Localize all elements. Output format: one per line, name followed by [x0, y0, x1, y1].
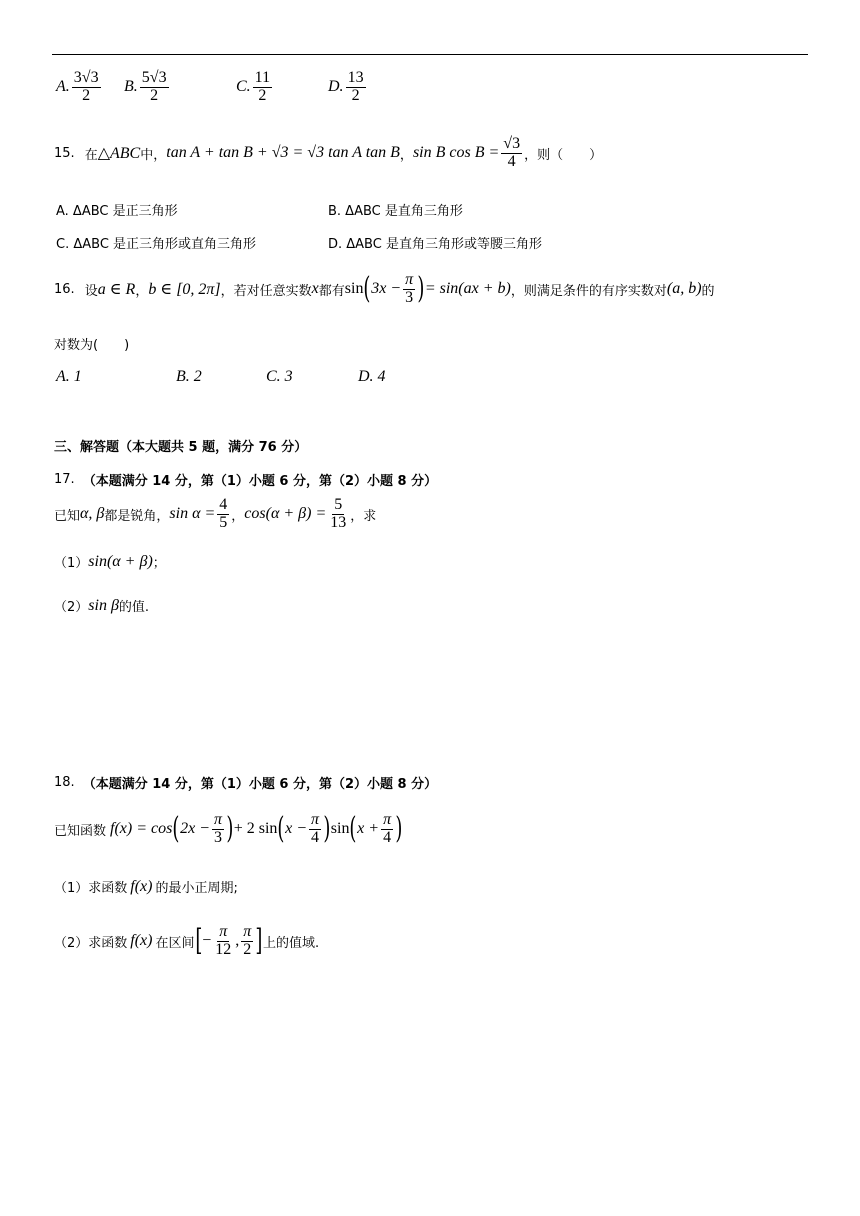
- q15-option-d: D. ΔABC 是直角三角形或等腰三角形: [328, 237, 542, 252]
- header-rule: [52, 54, 808, 55]
- section-heading: 三、解答题（本大题共 5 题，满分 76 分）: [54, 440, 308, 455]
- q16-stem: 16. 设 a ∈ R ， b ∈ [0, 2π] ，若对任意实数 x 都有 sin ( 3x − $\frac{\pi}{3}$ ) = sin(ax + b) ，则满足条件的有序实数对 (a, b) 的: [54, 271, 715, 307]
- q17-given: 已知 α, β 都是锐角， sin α = $\frac{4}{5}$ ， cos(α + β) = $\frac{5}{13}$ ，求: [54, 496, 377, 531]
- q17-header: 17. （本题满分 14 分，第（1）小题 6 分，第（2）小题 8 分）: [54, 472, 438, 489]
- q17-part1: （1） sin(α + β) ；: [54, 552, 166, 571]
- q16-stem-line2: 对数为( ): [54, 338, 130, 353]
- q18-given: 已知函数 f(x) = cos ( 2x − $\frac{\pi}{3}$ ) + 2 sin ( x − $\frac{\pi}{4}$ ) sin ( x + $\frac{\pi}{4}$ ): [54, 811, 403, 847]
- q15-option-c: C. ΔABC 是正三角形或直角三角形: [56, 237, 257, 252]
- q17-part2: （2） sin β 的值.: [54, 596, 150, 615]
- q16-option-a: A. 1: [56, 368, 82, 385]
- q18-part1: （1）求函数 f(x) 的最小正周期;: [54, 877, 238, 896]
- q15-option-b: B. ΔABC 是直角三角形: [328, 204, 463, 219]
- q14-option-c: C. $\frac{11}{2}$: [236, 69, 271, 104]
- q18-part2: （2）求函数 f(x) 在区间 [ − $\frac{\pi}{12}$ , $\frac{\pi}{2}$ ] 上的值域.: [54, 923, 320, 959]
- q16-option-b: B. 2: [176, 368, 202, 385]
- q15-stem: 15. 在 △ABC 中， tan A + tan B + √3 = √3 tan A tan B ， sin B cos B = $\frac{√3}{4}$ ，则（ ）: [54, 135, 603, 170]
- q16-option-d: D. 4: [358, 368, 386, 385]
- q14-option-a: A. $\frac{3√3}{2}$: [56, 69, 99, 104]
- q14-option-b: B. $\frac{5√3}{2}$: [124, 69, 167, 104]
- q15-option-a: A. ΔABC 是正三角形: [56, 204, 178, 219]
- q18-header: 18. （本题满分 14 分，第（1）小题 6 分，第（2）小题 8 分）: [54, 775, 438, 792]
- q14-option-d: D. $\frac{13}{2}$: [328, 69, 364, 104]
- q16-option-c: C. 3: [266, 368, 293, 385]
